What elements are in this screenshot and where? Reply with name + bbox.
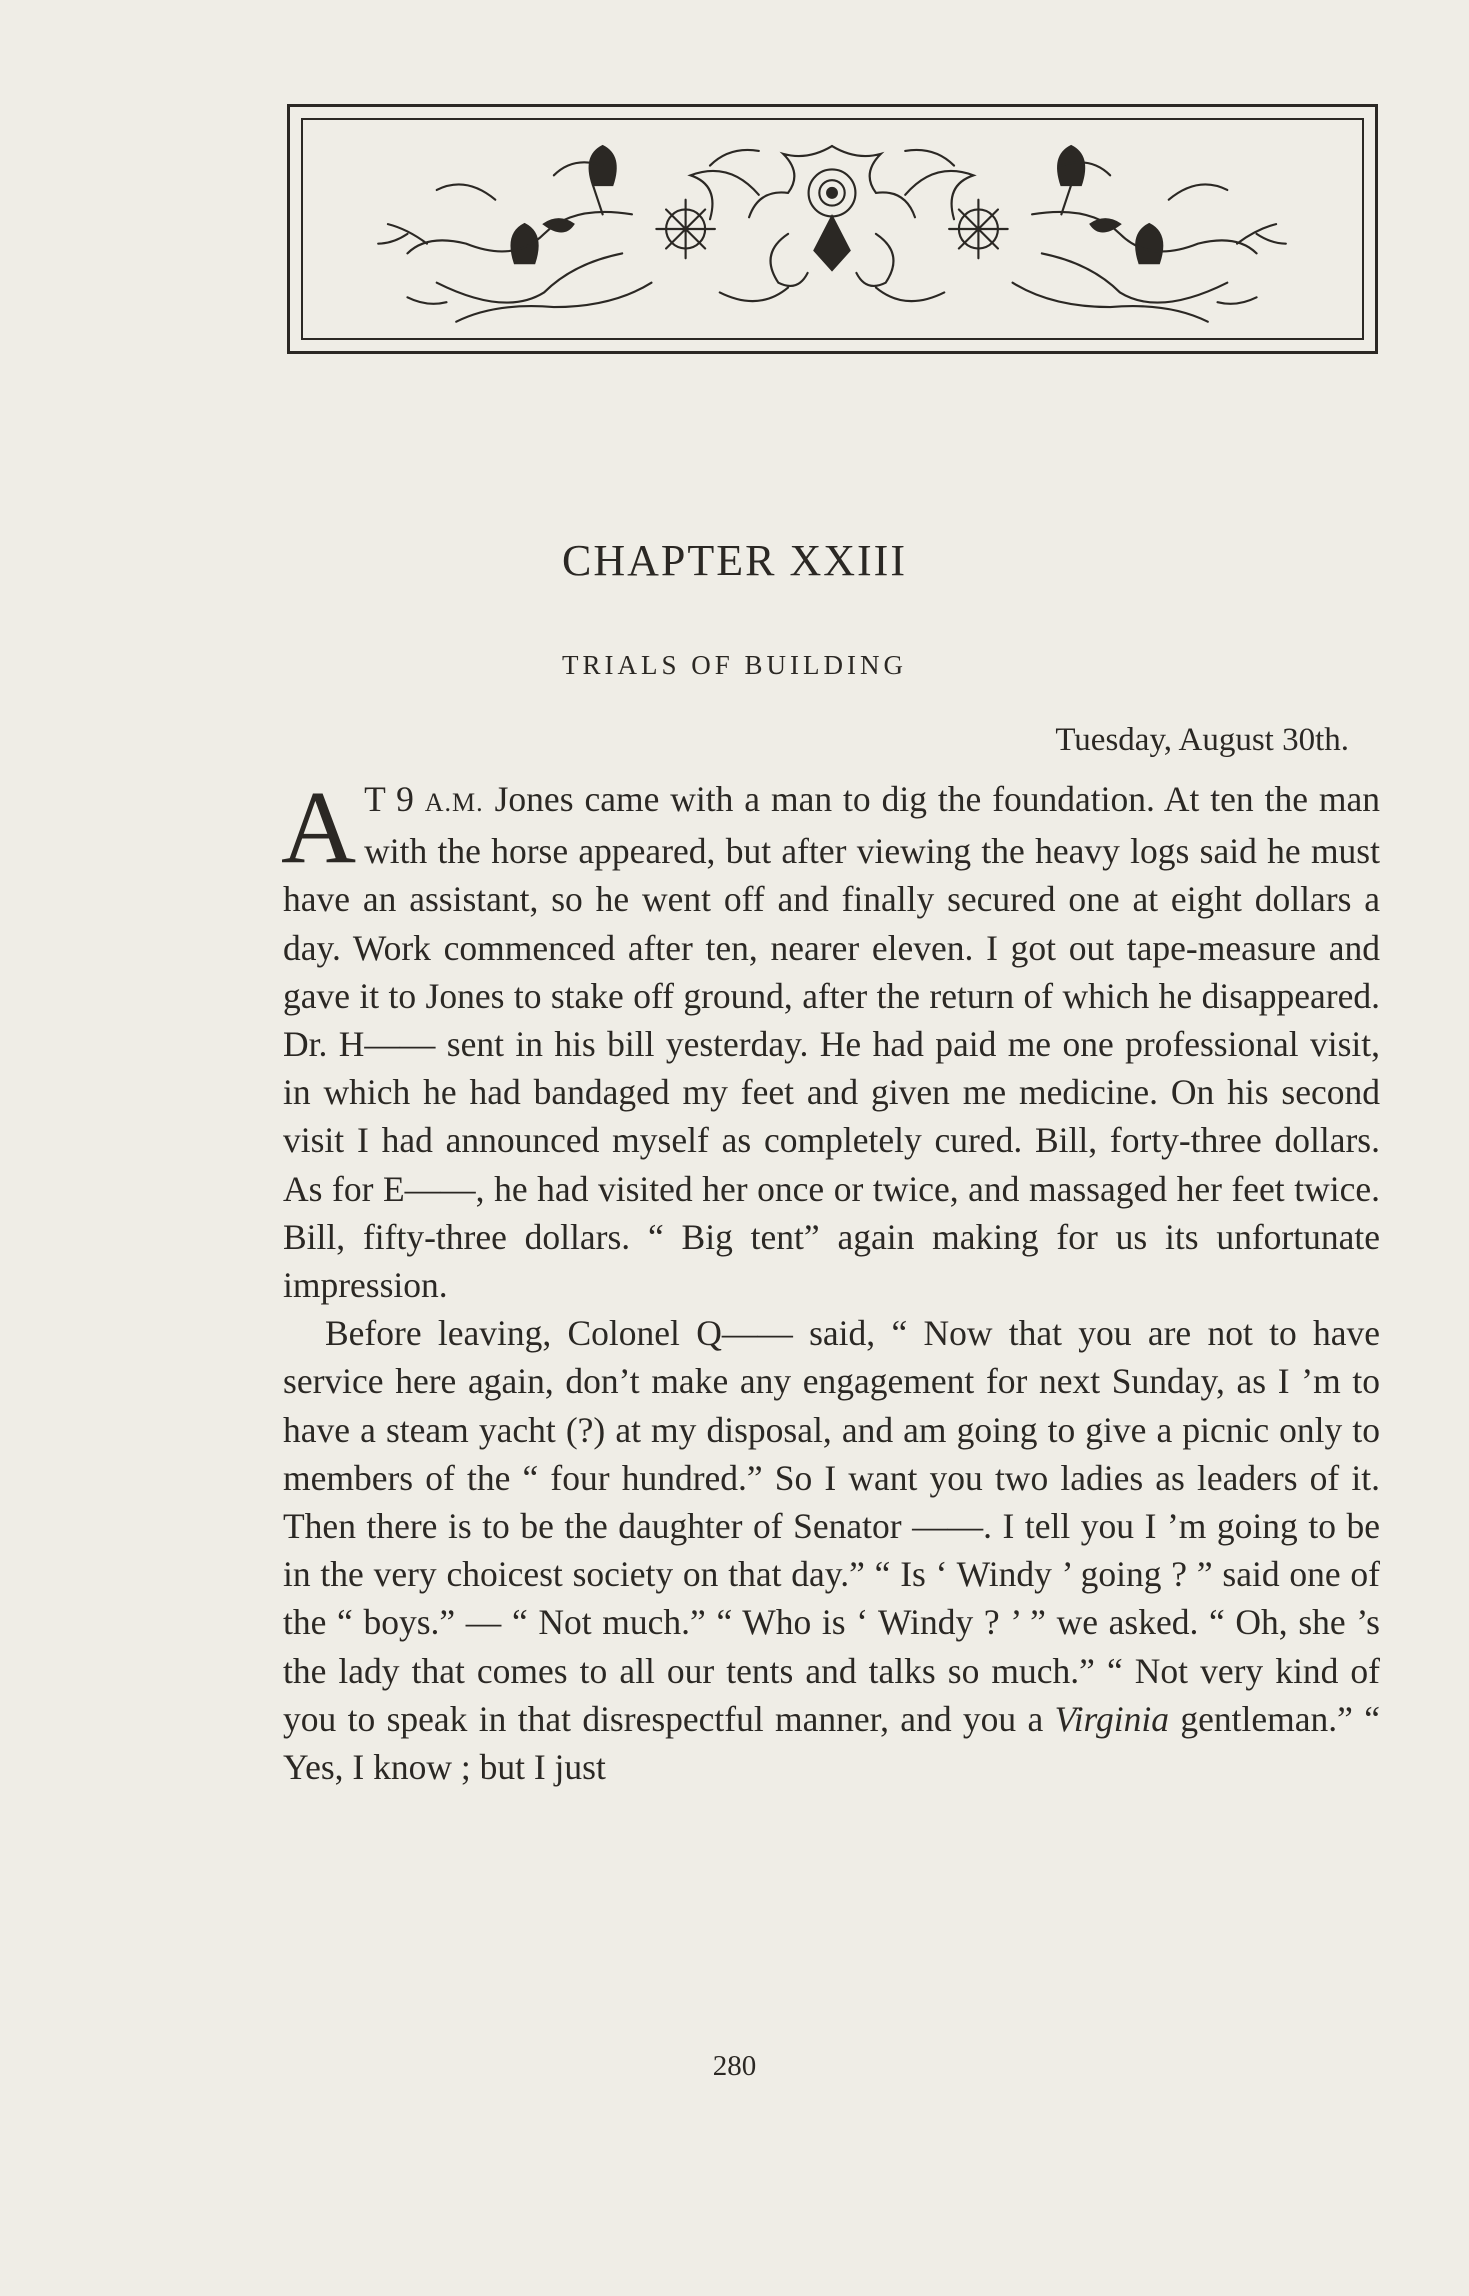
paragraph-1-text: Jones came with a man to dig the foundation. At ten the man with the horse appeared, but after viewing the heavy logs said he must have an assistant, so he went off and finally secured one at eight dollars a day. Work commenced after ten, nearer eleven. I got out tape-measure and gave it to Jones to stake off ground, after the return of which he disappeared. Dr. H—— sent in his bill yesterday. He had paid me one professional visit, in which he had bandaged my feet and given me medicine. On his second visit I had announced myself as completely cured. Bill, forty-three dollars. As for E——, he had visited her once or twice, and massaged her feet twice. Bill, fifty-three dollars. “ Big tent” again making for us its unfortunate impression. <box>283 779 1381 1306</box>
floral-scroll-ornament-icon <box>290 107 1375 351</box>
header-ornament-frame <box>287 104 1378 354</box>
body-text <box>281 770 1381 1791</box>
entry-date: Tuesday, August 30th. <box>1055 722 1349 758</box>
paragraph-2-text-after: gentleman.” “ Yes, I know ; but I just <box>283 1698 1380 1788</box>
paragraph-2-italic: Virginia <box>1054 1698 1170 1739</box>
paragraph-2 <box>283 1309 1380 1791</box>
paragraph-1 <box>281 770 1381 1309</box>
paragraph-1-lead: T 9 <box>364 779 425 819</box>
time-smallcaps: A.M. <box>424 788 484 817</box>
chapter-subtitle: TRIALS OF BUILDING <box>562 650 907 680</box>
paragraph-2-text-before: Before leaving, Colonel Q—— said, “ Now that you are not to have service here again, don’t make any engagement for next Sunday, as I ’m to have a steam yacht (?) at my disposal, and am going to give a picnic only to members of the “ four hundred.” So I want you two ladies as leaders of it. Then there is to be the daughter of Senator ——. I tell you I ’m going to be in the very choicest society on that day.” “ Is ‘ Windy ’ going ? ” said one of the “ boys.” — “ Not much.” “ Who is ‘ Windy ? ’ ” we asked. “ Oh, she ’s the lady that comes to all our tents and talks so much.” “ Not very kind of you to speak in that disrespectful manner, and you a <box>283 1313 1380 1739</box>
drop-cap: A <box>281 770 357 885</box>
page-number: 280 <box>712 2050 757 2082</box>
chapter-title: CHAPTER XXIII <box>562 536 907 585</box>
